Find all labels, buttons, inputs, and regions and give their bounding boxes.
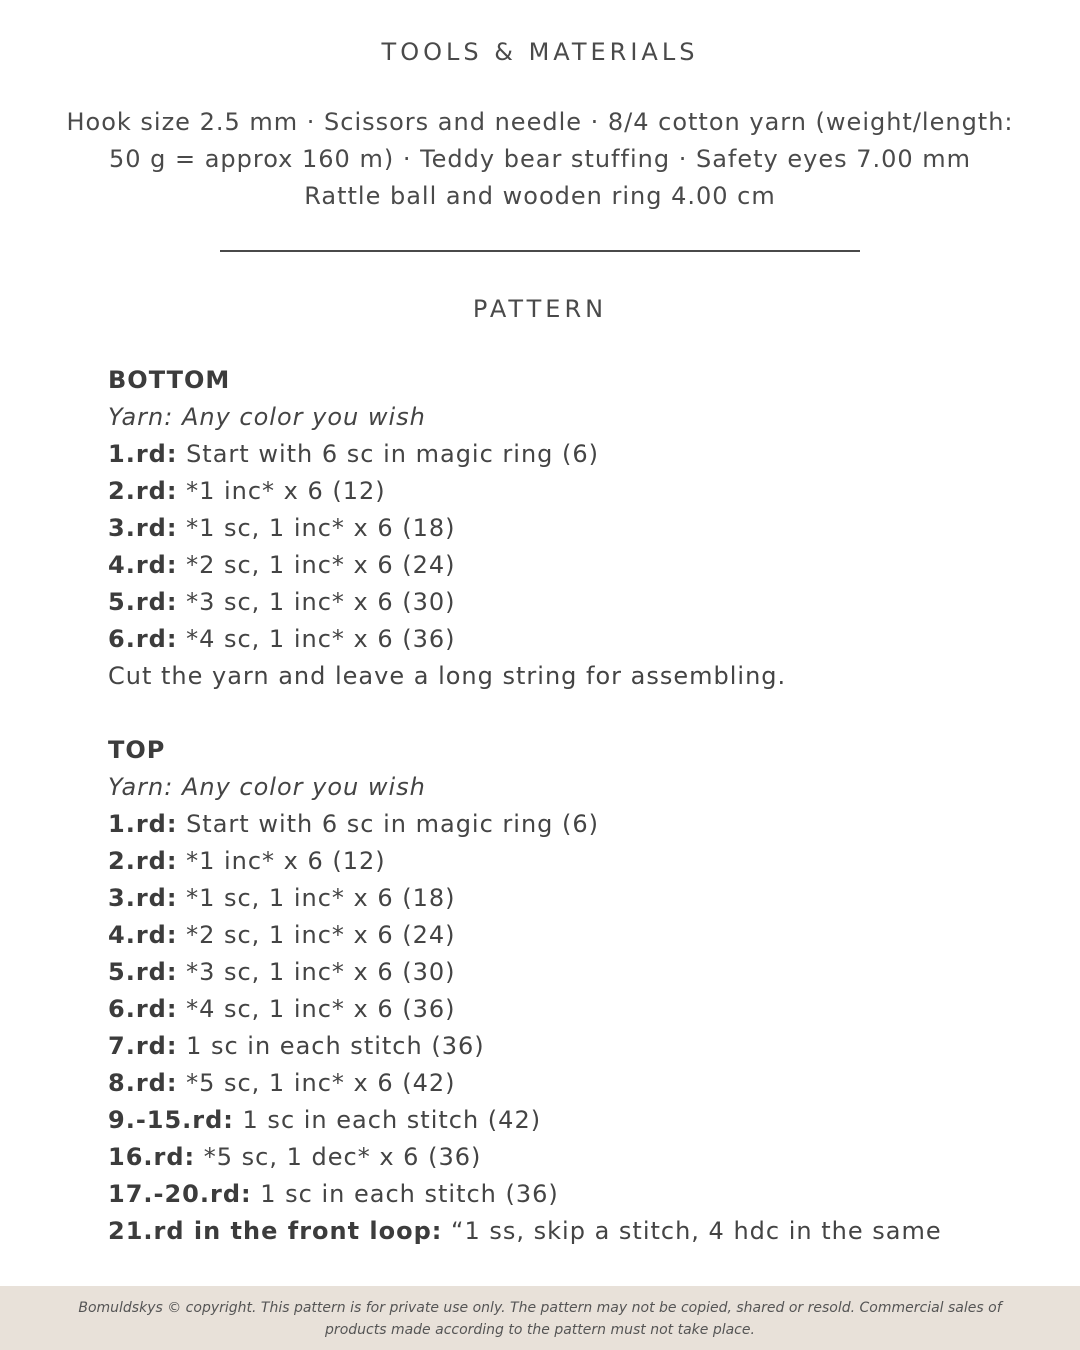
pattern-row <box>108 473 1048 510</box>
row-label: 3.rd: <box>108 514 178 542</box>
pattern-row <box>108 1102 1048 1139</box>
pattern-row <box>108 843 1048 880</box>
top-yarn-note: Yarn: Any color you wish <box>108 773 426 801</box>
bottom-part-title: BOTTOM <box>108 366 231 394</box>
row-instruction: Start with 6 sc in magic ring (6) <box>177 810 600 838</box>
row-instruction: *5 sc, 1 inc* x 6 (42) <box>177 1069 456 1097</box>
row-label: 2.rd: <box>108 847 178 875</box>
pattern-row <box>108 806 1048 843</box>
row-instruction: Start with 6 sc in magic ring (6) <box>177 440 600 468</box>
pattern-row <box>108 1213 1048 1250</box>
bottom-yarn-note: Yarn: Any color you wish <box>108 403 426 431</box>
row-label: 21.rd in the front loop: <box>108 1217 443 1245</box>
row-label: 9.-15.rd: <box>108 1106 234 1134</box>
pattern-row <box>108 436 1048 473</box>
row-label: 4.rd: <box>108 551 178 579</box>
pattern-row <box>108 954 1048 991</box>
materials-line: 50 g = approx 160 m) · Teddy bear stuffing · Safety eyes 7.00 mm <box>108 145 972 173</box>
materials-list <box>40 104 1040 215</box>
pattern-row <box>108 1065 1048 1102</box>
row-label: 6.rd: <box>108 995 178 1023</box>
row-label: 4.rd: <box>108 921 178 949</box>
section-spacer <box>108 695 1048 732</box>
materials-line: Hook size 2.5 mm · Scissors and needle · 8/4 cotton yarn (weight/length: <box>66 108 1014 136</box>
row-instruction: *4 sc, 1 inc* x 6 (36) <box>177 625 456 653</box>
row-label: 7.rd: <box>108 1032 178 1060</box>
row-label: 5.rd: <box>108 958 178 986</box>
row-label: 1.rd: <box>108 810 178 838</box>
row-label: 3.rd: <box>108 884 178 912</box>
top-part-title: TOP <box>108 736 166 764</box>
row-instruction: 1 sc in each stitch (42) <box>233 1106 542 1134</box>
pattern-row <box>108 621 1048 658</box>
row-label: 5.rd: <box>108 588 178 616</box>
pattern-row <box>108 510 1048 547</box>
row-label: 17.-20.rd: <box>108 1180 252 1208</box>
pattern-row <box>108 584 1048 621</box>
row-label: 16.rd: <box>108 1143 196 1171</box>
pattern-row <box>108 1139 1048 1176</box>
row-label: 6.rd: <box>108 625 178 653</box>
bottom-closing-note: Cut the yarn and leave a long string for assembling. <box>108 662 787 690</box>
pattern-row <box>108 991 1048 1028</box>
row-instruction: 1 sc in each stitch (36) <box>251 1180 559 1208</box>
row-instruction: *1 sc, 1 inc* x 6 (18) <box>177 884 456 912</box>
row-label: 8.rd: <box>108 1069 178 1097</box>
row-label: 2.rd: <box>108 477 178 505</box>
row-instruction: *4 sc, 1 inc* x 6 (36) <box>177 995 456 1023</box>
pattern-body <box>108 362 1048 1250</box>
row-instruction: 1 sc in each stitch (36) <box>177 1032 485 1060</box>
row-instruction: *1 inc* x 6 (12) <box>177 477 386 505</box>
row-instruction: *1 sc, 1 inc* x 6 (18) <box>177 514 456 542</box>
materials-line: Rattle ball and wooden ring 4.00 cm <box>304 182 776 210</box>
row-instruction: *5 sc, 1 dec* x 6 (36) <box>195 1143 482 1171</box>
pattern-heading: PATTERN <box>472 295 608 323</box>
row-instruction: *2 sc, 1 inc* x 6 (24) <box>177 921 456 949</box>
row-instruction: “1 ss, skip a stitch, 4 hdc in the same <box>442 1217 942 1245</box>
pattern-row <box>108 1028 1048 1065</box>
pattern-row <box>108 1176 1048 1213</box>
copyright-footer <box>0 1286 1080 1350</box>
pattern-row <box>108 880 1048 917</box>
pattern-row <box>108 547 1048 584</box>
copyright-notice: Bomuldskys © copyright. This pattern is for private use only. The pattern may not be copied, shared or resold. Commercial sales of products made according to the pattern must not take place. <box>78 1300 1002 1338</box>
row-instruction: *1 inc* x 6 (12) <box>177 847 386 875</box>
row-label: 1.rd: <box>108 440 178 468</box>
section-divider <box>220 250 860 252</box>
row-instruction: *2 sc, 1 inc* x 6 (24) <box>177 551 456 579</box>
pattern-row <box>108 917 1048 954</box>
row-instruction: *3 sc, 1 inc* x 6 (30) <box>177 958 456 986</box>
row-instruction: *3 sc, 1 inc* x 6 (30) <box>177 588 456 616</box>
tools-materials-heading: TOOLS & MATERIALS <box>381 38 699 66</box>
